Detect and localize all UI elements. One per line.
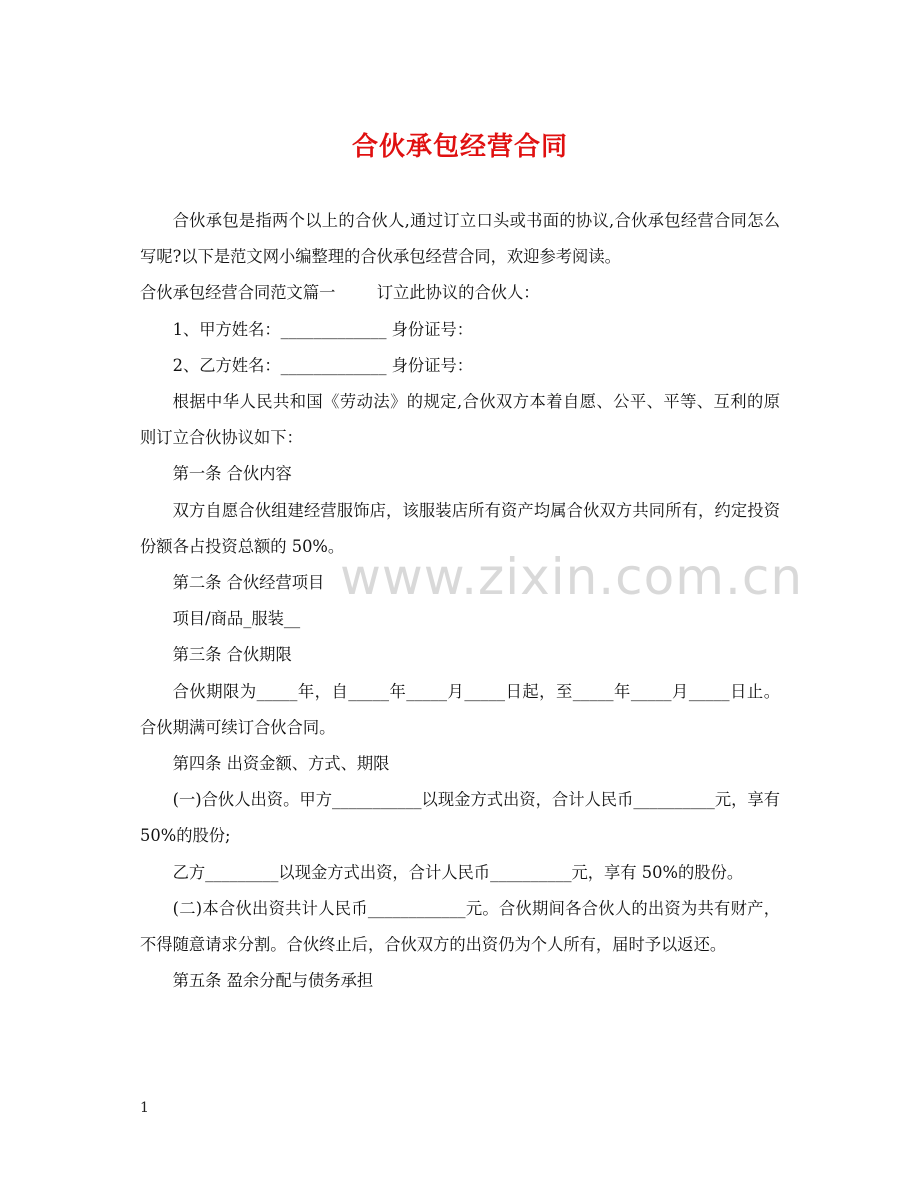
article-5-heading: 第五条 盈余分配与债务承担 bbox=[172, 971, 374, 991]
party-b-line: 2、乙方姓名：_____________ 身份证号： bbox=[172, 355, 474, 375]
watermark: www.zixin.com.cn bbox=[340, 548, 804, 606]
sample-heading: 合伙承包经营合同范文篇一 订立此协议的合伙人： bbox=[140, 283, 540, 303]
article-2-body: 项目/商品_服装__ bbox=[172, 609, 301, 629]
party-a-line: 1、甲方姓名：_____________ 身份证号： bbox=[172, 319, 474, 339]
article-1-body: 双方自愿合伙组建经营服饰店，该服装店所有资产均属合伙双方共同所有，约定投资份额各占投资总额的 50%。 bbox=[140, 500, 780, 556]
article-4-party-b: 乙方_________以现金方式出资，合计人民币__________元，享有 50%的股份。 bbox=[172, 862, 744, 882]
page-number: 1 bbox=[140, 1100, 149, 1116]
article-4-heading: 第四条 出资金额、方式、期限 bbox=[172, 754, 390, 774]
article-4-clause-2: (二)本合伙出资共计人民币____________元。合伙期间各合伙人的出资为共有财产，不得随意请求分割。合伙终止后，合伙双方的出资仍为个人所有，届时予以返还。 bbox=[140, 898, 780, 955]
article-3-body: 合伙期限为_____年，自_____年_____月_____日起，至_____年_____月_____日止。合伙期满可续订合伙合同。 bbox=[140, 681, 780, 737]
article-1-heading: 第一条 合伙内容 bbox=[172, 464, 292, 484]
article-2-heading: 第二条 合伙经营项目 bbox=[172, 573, 325, 593]
document-title: 合伙承包经营合同 bbox=[351, 132, 568, 162]
article-4-clause-1: (一)合伙人出资。甲方___________以现金方式出资，合计人民币__________元，享有 50%的股份; bbox=[140, 790, 786, 846]
legal-basis-paragraph: 根据中华人民共和国《劳动法》的规定,合伙双方本着自愿、公平、平等、互利的原则订立合伙协议如下： bbox=[140, 392, 780, 448]
article-3-heading: 第三条 合伙期限 bbox=[172, 645, 292, 665]
intro-paragraph: 合伙承包是指两个以上的合伙人,通过订立口头或书面的协议,合伙承包经营合同怎么写呢?以下是范文网小编整理的合伙承包经营合同，欢迎参考阅读。 bbox=[140, 211, 780, 267]
document-body bbox=[140, 203, 786, 999]
